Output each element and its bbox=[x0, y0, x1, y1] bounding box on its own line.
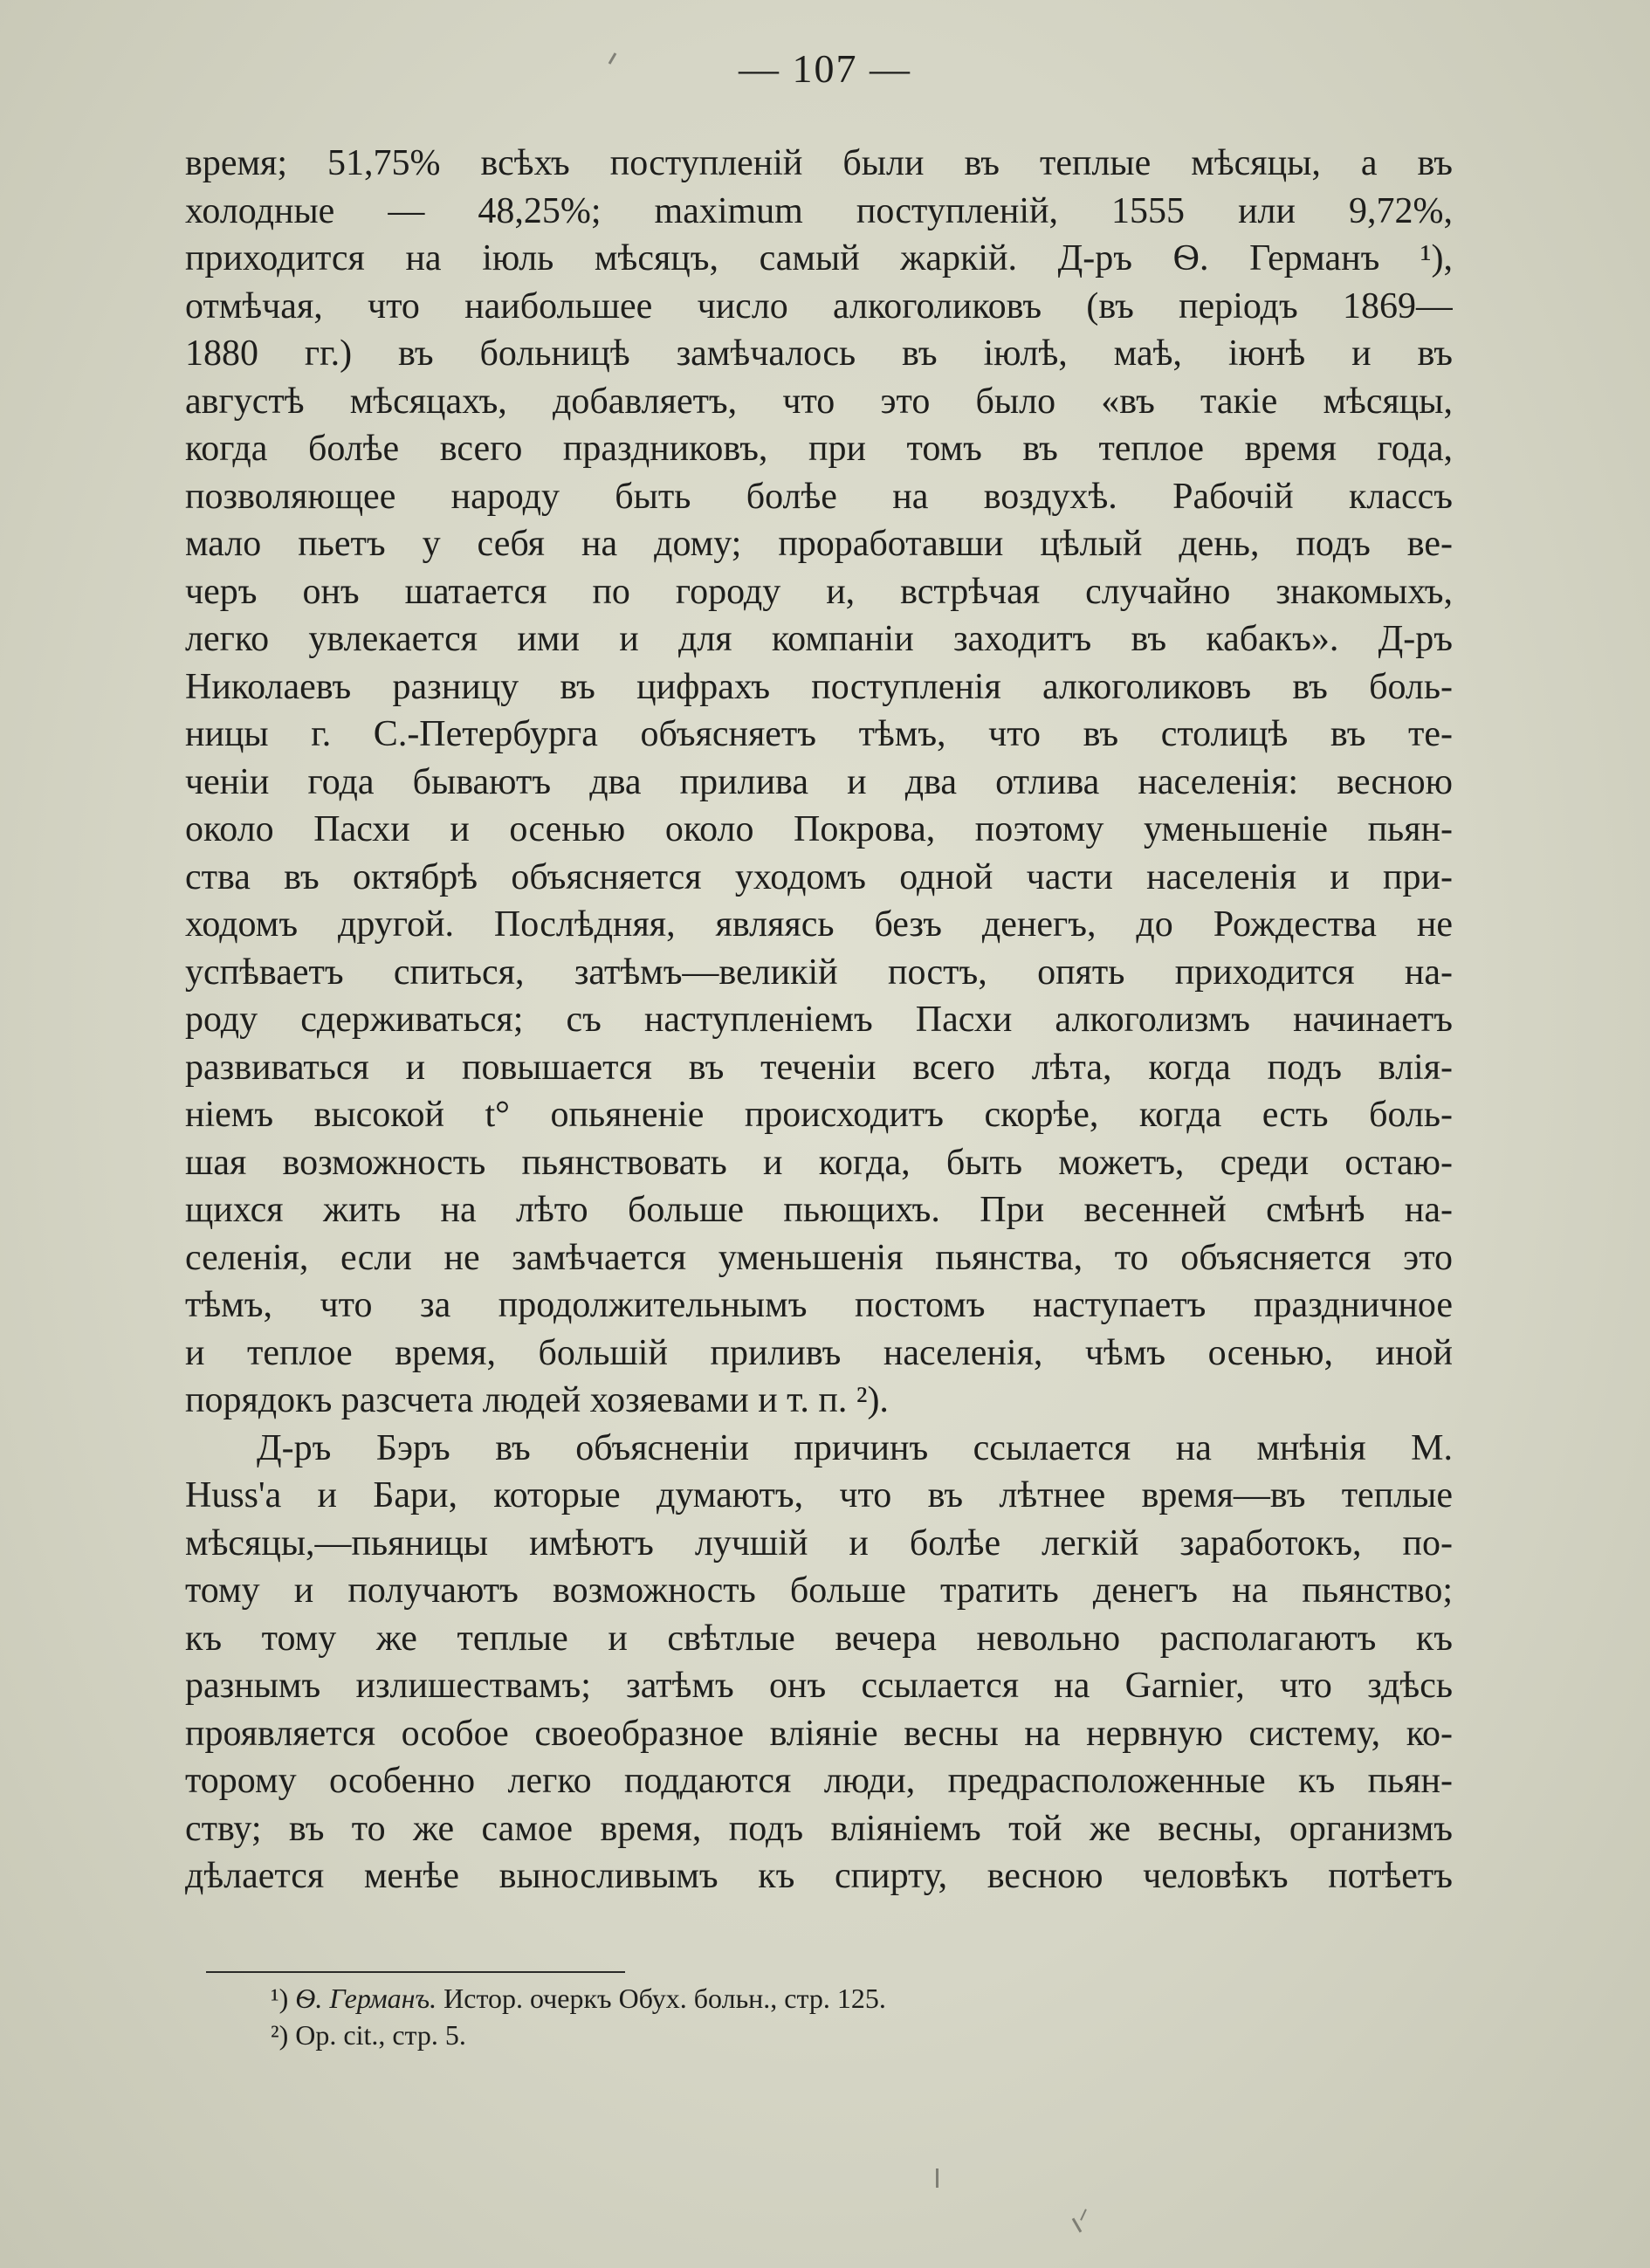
text-line: когда болѣе всего праздниковъ, при томъ въ теплое время года, bbox=[185, 429, 1453, 469]
footnote-marker: ²) bbox=[271, 2019, 289, 2051]
text-line: тѣмъ, что за продолжительнымъ постомъ наступаетъ праздничное bbox=[185, 1285, 1453, 1325]
footnote-marker: ¹) bbox=[271, 1983, 289, 2014]
text-line: роду сдерживаться; съ наступленіемъ Пасхи алкоголизмъ начинаетъ bbox=[185, 1000, 1453, 1040]
text-line: шая возможность пьянствовать и когда, быть можетъ, среди остаю- bbox=[185, 1142, 1453, 1183]
page-number: — 107 — bbox=[739, 46, 911, 91]
footnote-text: Истор. очеркъ Обух. больн., стр. 125. bbox=[437, 1983, 886, 2014]
footnotes bbox=[271, 1980, 1406, 2053]
text-line: успѣваетъ спиться, затѣмъ—великій постъ, опять приходится на- bbox=[185, 952, 1453, 993]
text-line: около Пасхи и осенью около Покрова, поэтому уменьшеніе пьян- bbox=[185, 809, 1453, 849]
text-line: разнымъ излишествамъ; затѣмъ онъ ссылается на Garnier, что здѣсь bbox=[185, 1666, 1453, 1706]
text-line: легко увлекается ими и для компаніи заходитъ въ кабакъ». Д-ръ bbox=[185, 619, 1453, 659]
text-line: ству; въ то же самое время, подъ вліяніемъ той же весны, организмъ bbox=[185, 1808, 1453, 1849]
text-line: черъ онъ шатается по городу и, встрѣчая случайно знакомыхъ, bbox=[185, 571, 1453, 612]
text-line: проявляется особое своеобразное вліяніе весны на нервную систему, ко- bbox=[185, 1713, 1453, 1754]
main-text bbox=[185, 140, 1453, 1900]
footnote-author: Ѳ. Германъ. bbox=[295, 1983, 437, 2014]
footnote-divider bbox=[206, 1971, 625, 1973]
text-line: торому особенно легко поддаются люди, предрасположенные къ пьян- bbox=[185, 1761, 1453, 1801]
footnote-2 bbox=[271, 2017, 1406, 2053]
footnote-1 bbox=[271, 1980, 1406, 2017]
text-line: тому и получаютъ возможность больше тратить денегъ на пьянство; bbox=[185, 1570, 1453, 1611]
text-line: приходится на іюль мѣсяцъ, самый жаркій. Д-ръ Ѳ. Германъ ¹), bbox=[185, 238, 1453, 278]
text-line: отмѣчая, что наибольшее число алкоголиковъ (въ періодъ 1869— bbox=[185, 285, 1453, 326]
text-line: и теплое время, большій приливъ населенія, чѣмъ осенью, иной bbox=[185, 1332, 1453, 1373]
text-line: Николаевъ разницу въ цифрахъ поступленія алкоголиковъ въ боль- bbox=[185, 666, 1453, 707]
text-line: селенія, если не замѣчается уменьшенія пьянства, то объясняется это bbox=[185, 1237, 1453, 1278]
text-line: ницы г. С.-Петербурга объясняетъ тѣмъ, что въ столицѣ въ те- bbox=[185, 714, 1453, 754]
text-line: холодные — 48,25%; maximum поступленій, 1555 или 9,72%, bbox=[185, 190, 1453, 231]
text-line: Huss'а и Бари, которые думаютъ, что въ лѣтнее время—въ теплые bbox=[185, 1475, 1453, 1515]
text-line: время; 51,75% всѣхъ поступленій были въ теплые мѣсяцы, а въ bbox=[185, 143, 1453, 183]
text-line: ченіи года бываютъ два прилива и два отлива населенія: весною bbox=[185, 761, 1453, 802]
text-line: мало пьетъ у себя на дому; проработавши цѣлый день, подъ ве- bbox=[185, 524, 1453, 564]
text-line: ходомъ другой. Послѣдняя, являясь безъ денегъ, до Рождества не bbox=[185, 904, 1453, 945]
text-line: ніемъ высокой t° опьяненіе происходитъ скорѣе, когда есть боль- bbox=[185, 1095, 1453, 1135]
footnote-text: Op. cit., стр. 5. bbox=[288, 2019, 466, 2051]
text-line: 1880 гг.) въ больницѣ замѣчалось въ іюлѣ, маѣ, іюнѣ и въ bbox=[185, 333, 1453, 374]
text-line: позволяющее народу быть болѣе на воздухѣ. Рабочій классъ bbox=[185, 476, 1453, 517]
text-line: августѣ мѣсяцахъ, добавляетъ, что это было «въ такіе мѣсяцы, bbox=[185, 381, 1453, 422]
text-line: порядокъ разсчета людей хозяевами и т. п. ²). bbox=[185, 1380, 889, 1420]
text-line: къ тому же теплые и свѣтлые вечера невольно располагаютъ къ bbox=[185, 1618, 1453, 1659]
text-line: щихся жить на лѣто больше пьющихъ. При весенней смѣнѣ на- bbox=[185, 1190, 1453, 1230]
text-line: мѣсяцы,—пьяницы имѣютъ лучшій и болѣе легкій заработокъ, по- bbox=[185, 1522, 1453, 1564]
text-line: Д-ръ Бэръ въ объясненіи причинъ ссылается на мнѣнія М. bbox=[257, 1427, 1453, 1468]
text-line: ства въ октябрѣ объясняется уходомъ одной части населенія и при- bbox=[185, 856, 1453, 897]
text-line: развиваться и повышается въ теченіи всего лѣта, когда подъ влія- bbox=[185, 1047, 1453, 1088]
text-line: дѣлается менѣе выносливымъ къ спирту, весною человѣкъ потѣетъ bbox=[185, 1856, 1453, 1896]
